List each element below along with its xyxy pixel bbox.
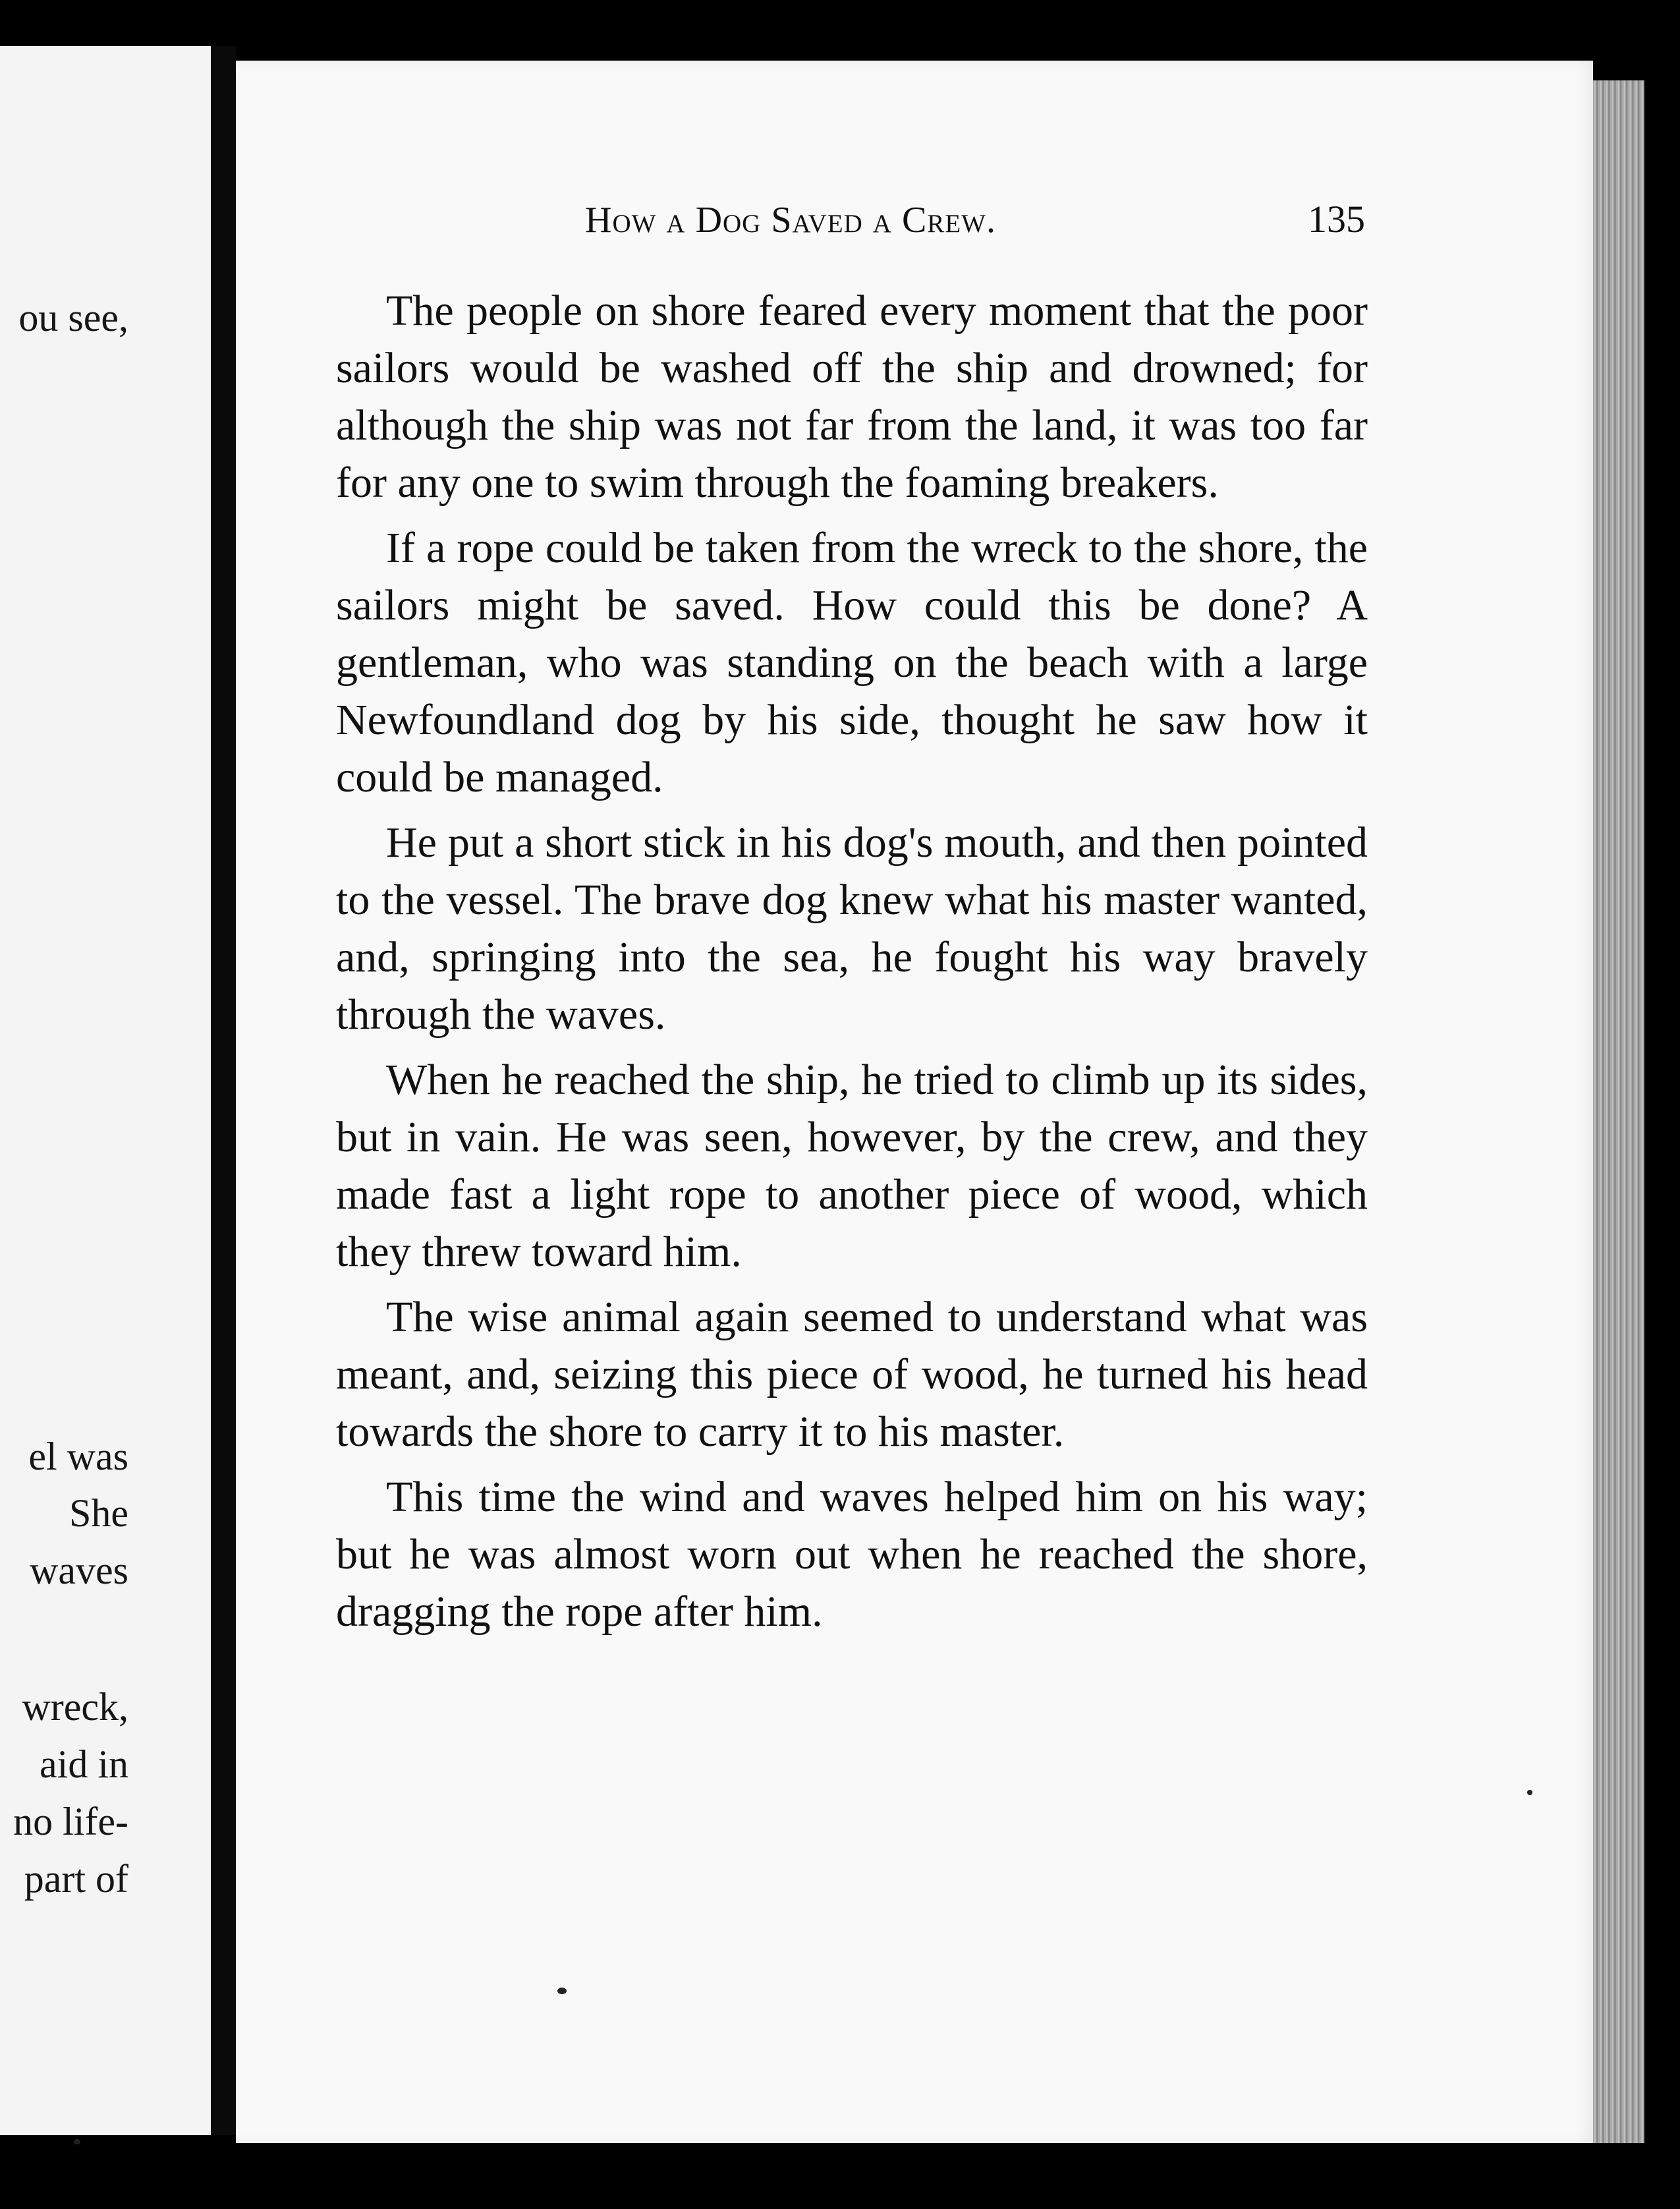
paragraph: The people on shore feared every moment that the poor sailors would be washed off the ship and drowned; for although the ship was not far from the land, it was too far for any one to swim through the foaming breakers.: [336, 287, 1368, 507]
left-page-fragment: no life-: [13, 1800, 128, 1843]
left-page-fragment: part of: [24, 1857, 128, 1901]
paragraph: When he reached the ship, he tried to climb up its sides, but in vain. He was seen, however, by the crew, and they made fast a light rope to another piece of wood, which they threw toward him.: [336, 1056, 1368, 1276]
left-page-fragment: She: [69, 1491, 128, 1535]
body-text: [336, 282, 1368, 1648]
running-title: How a Dog Saved a Crew.: [585, 200, 996, 241]
left-page-fragment: ou see,: [18, 296, 128, 339]
paragraph: This time the wind and waves helped him on his way; but he was almost worn out when he reached the shore, dragging the rope after him.: [336, 1473, 1368, 1636]
paragraph: He put a short stick in his dog's mouth, and then pointed to the vessel. The brave dog knew what his master wanted, and, springing into the sea, he fought his way bravely through the waves.: [336, 818, 1368, 1039]
page-number: 135: [1308, 198, 1365, 241]
page-edges: [1593, 80, 1644, 2143]
paragraph: If a rope could be taken from the wreck to the shore, the sailors might be saved. How could this be done? A gentleman, who was standing on the beach with a large Newfoundland dog by his side, thought he saw how it could be managed.: [336, 524, 1368, 801]
ink-speck: [1527, 1790, 1532, 1795]
ink-speck: [557, 1988, 567, 1994]
paragraph: The wise animal again seemed to understand what was meant, and, seizing this piece of wood, he turned his head towards the shore to carry it to his master.: [336, 1293, 1368, 1456]
left-page-fragment: wreck,: [22, 1685, 128, 1729]
left-facing-page: [0, 46, 211, 2135]
book-gutter: [211, 46, 236, 2135]
ink-speck: [74, 2139, 80, 2144]
left-page-fragment: aid in: [40, 1742, 128, 1786]
left-page-fragment: el was: [28, 1435, 128, 1478]
left-page-fragment: waves: [30, 1549, 128, 1592]
